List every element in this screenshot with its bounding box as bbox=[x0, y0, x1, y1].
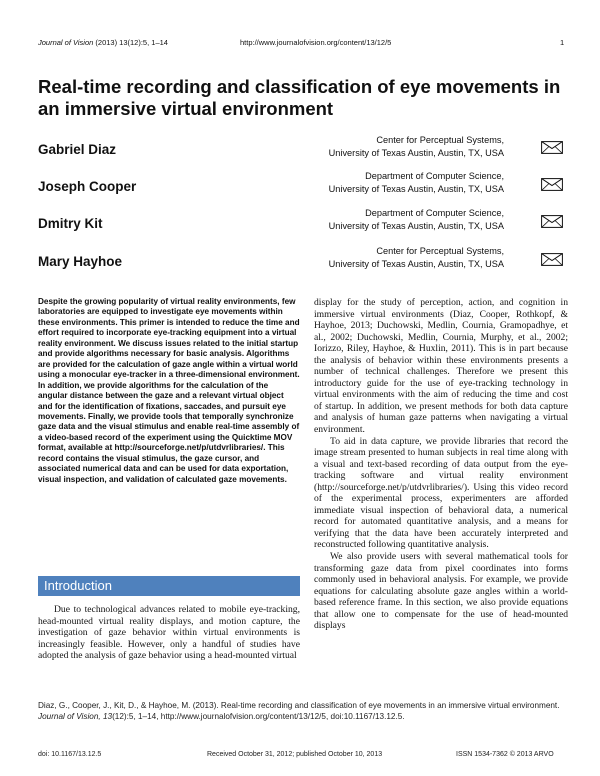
author-name: Dmitry Kit bbox=[38, 216, 103, 231]
author-name: Joseph Cooper bbox=[38, 179, 137, 194]
mail-icon[interactable] bbox=[541, 215, 563, 228]
footer-received: Received October 31, 2012; published October 10, 2013 bbox=[207, 751, 383, 758]
body-column-right bbox=[314, 297, 568, 632]
mail-icon[interactable] bbox=[541, 253, 563, 266]
running-header-url[interactable]: http://www.journalofvision.org/content/13/12/5 bbox=[240, 38, 392, 47]
body-paragraph: We also provide users with several mathematical tools for transforming gaze data from pixel coordinates into forms commonly used in behavioral analysis. For example, we provide equations for calculating absolute gaze angles within a world-based reference frame. In this section, we also provide equations that allow one to compensate for the use of head-mounted displays bbox=[314, 551, 568, 632]
running-header-journal: Journal of Vision (2013) 13(12):5, 1–14 bbox=[38, 38, 168, 47]
mail-icon[interactable] bbox=[541, 141, 563, 154]
intro-paragraph-left: Due to technological advances related to mobile eye-tracking, head-mounted virtual reality displays, and motion capture, the investigation of gaze behavior within virtual environments is increasingly feasible. However, only a handful of studies have adopted the analysis of gaze behavior using a head-mounted virtual bbox=[38, 604, 300, 662]
author-name: Mary Hayhoe bbox=[38, 254, 123, 269]
section-heading-introduction: Introduction bbox=[44, 578, 112, 593]
article-title: Real-time recording and classification of eye movements in an immersive virtual environment bbox=[38, 76, 561, 119]
author-affiliation: Department of Computer Science, University of Texas Austin, Austin, TX, USA bbox=[328, 171, 504, 194]
abstract: Despite the growing popularity of virtual reality environments, few laboratories are equipped to investigate eye movements within these environments. This primer is intended to reduce the time and effort required to incorporate eye-tracking equipment into a virtual reality environment. We discuss issues related to the initial startup and provide algorithms necessary for basic analysis. Algorithms are provided for the calculation of gaze angle within a virtual world using a monocular eye-tracker in a three-dimensional environment. In addition, we provide algorithms for the calculation of the angular distance between the gaze and a relevant virtual object and for the identification of fixations, saccades, and pursuit eye movements. Finally, we provide tools that temporally synchronize gaze data and the visual stimulus and enable real-time assembly of a video-based record of the experiment using the Quicktime MOV format, available at http://sourceforge.net/p/utdvrlibraries/. This record contains the visual stimulus, the gaze cursor, and associated numerical data and can be used for data exportation, visual inspection, and validation of calculated gaze movements. bbox=[38, 297, 300, 484]
author-name: Gabriel Diaz bbox=[38, 142, 117, 157]
author-affiliation: Center for Perceptual Systems, University of Texas Austin, Austin, TX, USA bbox=[328, 246, 504, 269]
citation: Diaz, G., Cooper, J., Kit, D., & Hayhoe, M. (2013). Real-time recording and classification of eye movements in an immersive virtual environment. Journal of Vision, 13(12):5, 1–14, http://www.journalofvision.org/content/13/12/5, doi:10.1167/13.12.5. bbox=[38, 701, 560, 721]
author-affiliation: Department of Computer Science, University of Texas Austin, Austin, TX, USA bbox=[328, 208, 504, 231]
footer-issn: ISSN 1534-7362 © 2013 ARVO bbox=[456, 751, 554, 758]
body-paragraph: To aid in data capture, we provide libraries that record the image stream presented to human subjects in real time along with a visual and text-based recording of data output from the eye-tracking software and virtual reality environment (http://sourceforge.net/p/utdvrlibraries/). Using this video record of the experimental process, experimenters are afforded immediate visual inspection of behavioral data, a numerical record for automated quantitative analysis, and a means for verifying that the data have been accurately interpreted and reconstructed following quantitative analysis. bbox=[314, 435, 568, 551]
footer-doi: doi: 10.1167/13.12.5 bbox=[38, 751, 102, 758]
mail-icon[interactable] bbox=[541, 178, 563, 191]
author-affiliation: Center for Perceptual Systems, University of Texas Austin, Austin, TX, USA bbox=[328, 135, 504, 158]
page-number: 1 bbox=[560, 38, 565, 47]
body-paragraph: display for the study of perception, action, and cognition in immersive virtual environments (Diaz, Cooper, Rothkopf, & Hayhoe, 2013; Duchowski, Medlin, Cournia, Gramopadhye, et al., 2002; Duchowski, Medlin, Cournia, Murphy, et al., 2002; Iorizzo, Riley, Hayhoe, & Huxlin, 2011). This is in part because the analysis of behavior within these environments presents a number of technical challenges. Therefore we present this introductory guide for the use of eye-tracking technology in virtual environments with the aim of reducing the time and cost of startup. In addition, we present methods for both data capture and analysis of human gaze patterns when navigating a virtual environment. bbox=[314, 297, 568, 436]
